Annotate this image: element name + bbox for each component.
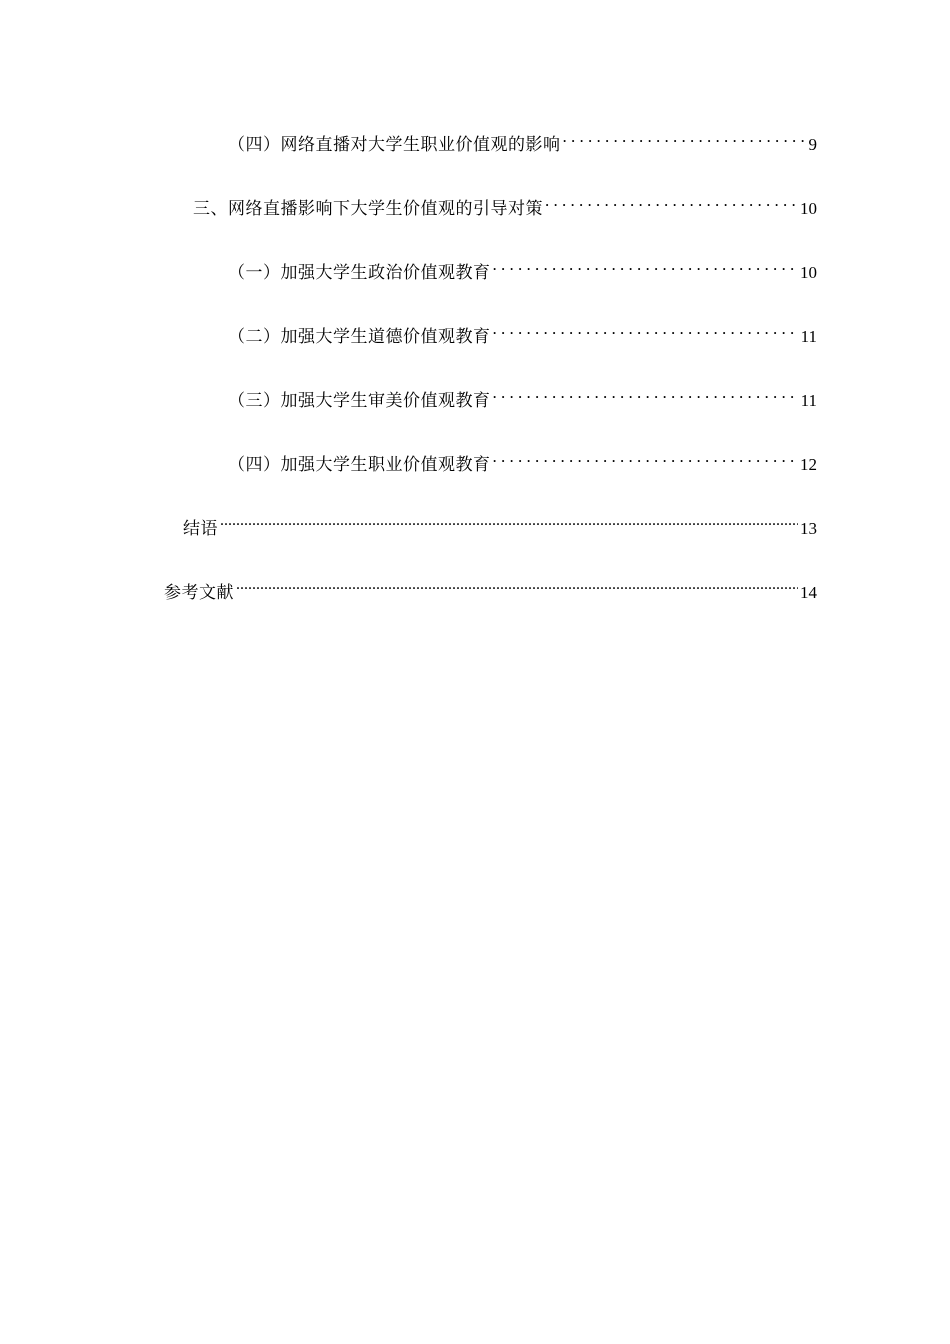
toc-leader-dots (493, 380, 799, 406)
toc-entry-title: 参考文献 (164, 583, 234, 603)
toc-leader-dots (493, 252, 799, 278)
toc-entry[interactable] (228, 316, 817, 347)
toc-entry-page: 10 (800, 199, 817, 218)
toc-leader-dots (545, 188, 798, 214)
toc-entry-title: 三、网络直播影响下大学生价值观的引导对策 (193, 199, 543, 219)
toc-leader-dots (220, 508, 798, 534)
toc-entry[interactable] (228, 444, 817, 475)
toc-entry[interactable] (228, 380, 817, 411)
toc-leader-dots (493, 316, 799, 342)
toc-entry-title: （一）加强大学生政治价值观教育 (228, 263, 491, 283)
toc-entry[interactable] (164, 572, 817, 603)
toc-entry[interactable] (228, 252, 817, 283)
toc-entry-page: 11 (800, 327, 817, 346)
toc-entry-page: 10 (800, 263, 817, 282)
toc-entry-page: 12 (800, 455, 817, 474)
toc-entry-page: 11 (800, 391, 817, 410)
toc-entry-page: 14 (800, 583, 817, 602)
toc-leader-dots (563, 124, 807, 150)
toc-leader-dots (236, 572, 798, 598)
toc-leader-dots (493, 444, 799, 470)
toc-entry-title: （二）加强大学生道德价值观教育 (228, 327, 491, 347)
toc-entry-page: 9 (808, 135, 817, 154)
toc-entry[interactable] (183, 508, 817, 539)
toc-entry[interactable] (193, 188, 817, 219)
toc-entry-page: 13 (800, 519, 817, 538)
toc-entry-title: （三）加强大学生审美价值观教育 (228, 391, 491, 411)
toc-entry-title: （四）加强大学生职业价值观教育 (228, 455, 491, 475)
toc-entry[interactable] (228, 124, 817, 155)
toc-entry-title: 结语 (183, 519, 218, 539)
toc-entry-title: （四）网络直播对大学生职业价值观的影响 (228, 135, 561, 155)
